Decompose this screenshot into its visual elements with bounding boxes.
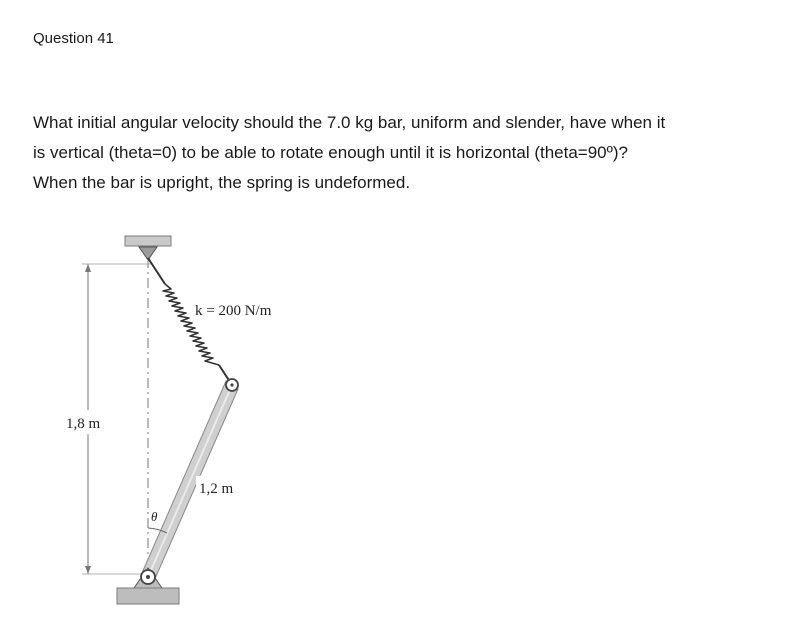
figure-svg (55, 228, 315, 618)
bar-length-label: 1,2 m (199, 481, 234, 497)
spring-constant-label: k = 200 N/m (195, 303, 272, 319)
height-arrow-bottom (85, 566, 91, 574)
question-line-3: When the bar is upright, the spring is undeformed. (33, 173, 411, 192)
spring-lead-top (148, 258, 165, 284)
spring-bar-pin-center (230, 383, 233, 386)
question-line-1: What initial angular velocity should the 7.0 kg bar, uniform and slender, have when it (33, 113, 666, 132)
question-text (33, 108, 753, 198)
question-line-2: is vertical (theta=0) to be able to rotate enough until it is horizontal (theta=90º)? (33, 143, 628, 162)
height-arrow-top (85, 264, 91, 272)
angle-label: θ (151, 509, 158, 524)
mechanics-figure (55, 228, 315, 618)
height-label: 1,8 m (66, 416, 101, 432)
ceiling-support (125, 236, 171, 246)
spring-coil (163, 284, 219, 365)
ground-base (117, 588, 179, 604)
question-number: Question 41 (33, 30, 114, 47)
bottom-pivot-pin-center (146, 575, 150, 579)
